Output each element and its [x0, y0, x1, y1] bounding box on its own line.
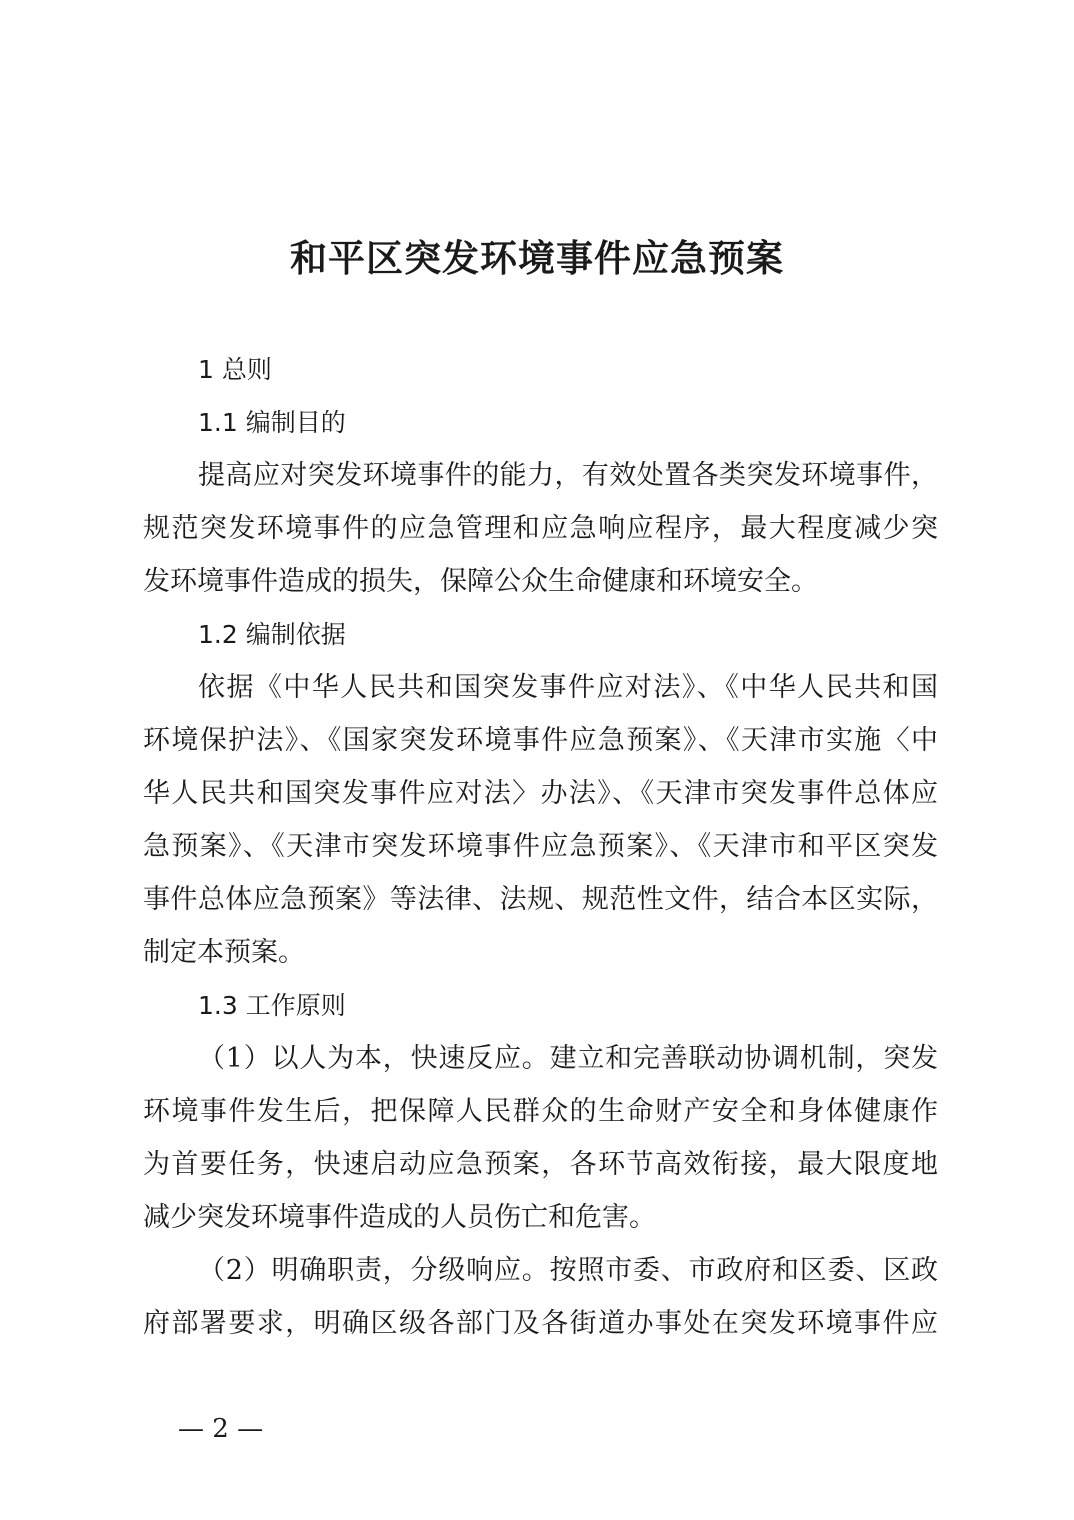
paragraph-line: 府部署要求，明确区级各部门及各街道办事处在突发环境事件应 [143, 1308, 938, 1339]
paragraph-line: 发环境事件造成的损失，保障公众生命健康和环境安全。 [143, 566, 818, 597]
section-heading-1: 1 总则 [198, 355, 272, 384]
paragraph-line: 为首要任务，快速启动应急预案，各环节高效衔接，最大限度地 [143, 1149, 938, 1180]
paragraph-line: 环境事件发生后，把保障人民群众的生命财产安全和身体健康作 [143, 1096, 938, 1127]
paragraph-line: 依据《中华人民共和国突发事件应对法》、《中华人民共和国 [198, 672, 938, 703]
paragraph-line: （1）以人为本，快速反应。建立和完善联动协调机制，突发 [198, 1043, 938, 1074]
subsection-heading-1-1: 1.1 编制目的 [198, 408, 346, 437]
paragraph-line: 减少突发环境事件造成的人员伤亡和危害。 [143, 1202, 656, 1233]
paragraph-line: （2）明确职责，分级响应。按照市委、市政府和区委、区政 [198, 1255, 938, 1286]
paragraph-line: 环境保护法》、《国家突发环境事件应急预案》、《天津市实施〈中 [143, 725, 938, 756]
subsection-heading-1-2: 1.2 编制依据 [198, 620, 346, 649]
paragraph-line: 提高应对突发环境事件的能力，有效处置各类突发环境事件， [198, 460, 938, 491]
paragraph-line: 事件总体应急预案》等法律、法规、规范性文件，结合本区实际， [143, 884, 938, 915]
paragraph-line: 急预案》、《天津市突发环境事件应急预案》、《天津市和平区突发 [143, 831, 938, 862]
document-body [143, 343, 938, 1350]
paragraph-line: 华人民共和国突发事件应对法〉办法》、《天津市突发事件总体应 [143, 778, 938, 809]
paragraph-line: 制定本预案。 [143, 937, 305, 968]
paragraph-line: 规范突发环境事件的应急管理和应急响应程序，最大程度减少突 [143, 513, 938, 544]
document-title: 和平区突发环境事件应急预案 [290, 236, 784, 280]
subsection-heading-1-3: 1.3 工作原则 [198, 991, 346, 1020]
page-number: — 2 — [178, 1414, 264, 1444]
